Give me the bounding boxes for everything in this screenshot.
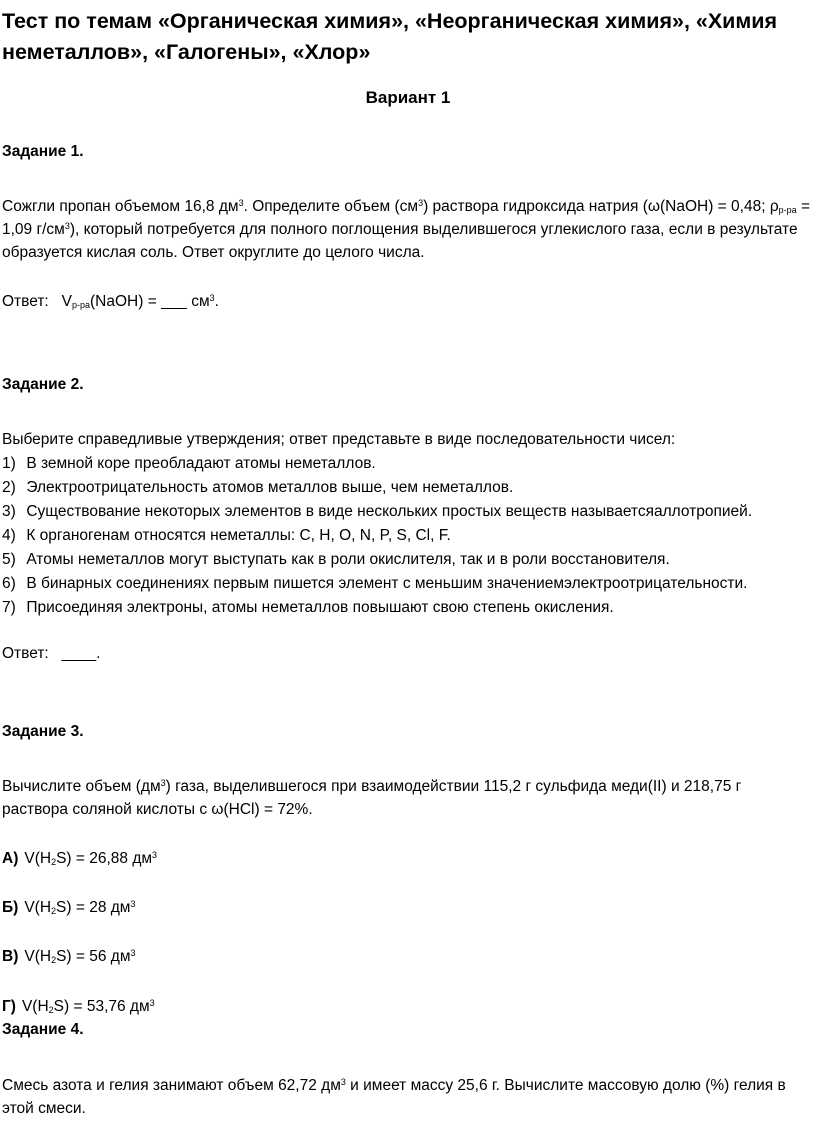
task1-answer: Ответ: $V_{р-ра}(NaOH)$ = ___ $см^3$. (2, 293, 219, 310)
task3-text: Вычислите объем $(дм^3)$ газа, выделившегося при взаимодействии 115,2 г сульфида меди(II) и 218,75 г раствора соляной кислоты с ω(HCl) = 72%. (2, 778, 742, 818)
task1-text: Сожгли пропан объемом 16,8 $дм^3$. Определите объем $(см^3)$ раствора гидроксида натрия (ω(NaOH) = 0,48; $\rho_{р-ра} = 1,09$ $г/см^3$), который потребуется для полного поглощения выделившегося углекислого газа, если в результате образуется кислая соль. Ответ округлите до целого числа. (2, 198, 811, 261)
task2-statement-list (2, 452, 810, 620)
list-item: 5) Атомы неметаллов могут выступать как в роли окислителя, так и в роли восстановителя. (2, 551, 670, 568)
task1-heading: Задание 1. (2, 143, 84, 160)
list-item: 1) В земной коре преобладают атомы неметаллов. (2, 455, 376, 472)
task4-heading: Задание 4. (2, 1021, 84, 1038)
task2-answer: Ответ: ____. (2, 645, 101, 662)
task3-option-a: А) $V(H_2S) = 26,88$ $дм^3$ (2, 850, 158, 867)
list-item: 2) Электроотрицательность атомов металлов выше, чем неметаллов. (2, 479, 514, 496)
task3-option-c: В) $V(H_2S) = 56$ $дм^3$ (2, 948, 136, 965)
variant-heading: Вариант 1 (365, 88, 451, 107)
list-item: 4) К органогенам относятся неметаллы: C, H, O, N, P, S, Cl, F. (2, 527, 451, 544)
list-item: 7) Присоединяя электроны, атомы неметаллов повышают свою степень окисления. (2, 599, 614, 616)
task3-option-b: Б) $V(H_2S) = 28$ $дм^3$ (2, 899, 136, 916)
task3-heading: Задание 3. (2, 723, 84, 740)
task4-text: Смесь азота и гелия занимают объем 62,72 $дм^3$ и имеет массу 25,6 г. Вычислите массовую долю (%) гелия в этой смеси. (2, 1077, 786, 1117)
list-item: 3) Существование некоторых элементов в виде нескольких простых веществ называетсяаллотропией. (2, 503, 753, 520)
task2-intro: Выберите справедливые утверждения; ответ представьте в виде последовательности чисел: (2, 431, 676, 448)
document-title: Тест по темам «Органическая химия», «Неорганическая химия», «Химия неметаллов», «Галогены», «Хлор» (2, 9, 778, 64)
list-item: 6) В бинарных соединениях первым пишется элемент с меньшим значениемэлектроотрицательности. (2, 575, 748, 592)
task2-heading: Задание 2. (2, 376, 84, 393)
task3-option-d: Г) $V(H_2S) = 53,76$ $дм^3$ (2, 998, 155, 1015)
